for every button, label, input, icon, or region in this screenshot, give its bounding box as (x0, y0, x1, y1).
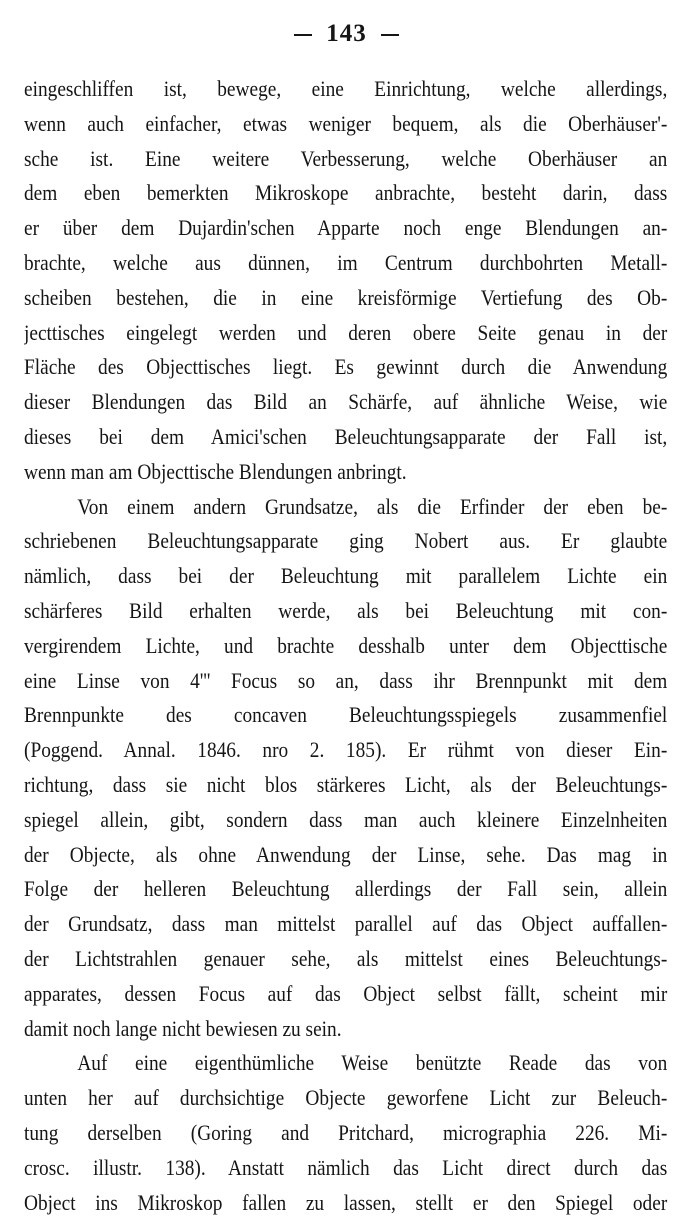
text-line: eine Linse von 4''' Focus so an, dass ihr Brennpunkt mit dem (24, 664, 667, 699)
text-line: schriebenen Beleuchtungsapparate ging Nobert aus. Er glaubte (24, 524, 667, 559)
text-line: damit noch lange nicht bewiesen zu sein. (24, 1012, 667, 1047)
text-line: crosc. illustr. 138). Anstatt nämlich das Licht direct durch das (24, 1151, 667, 1186)
text-line: jecttisches eingelegt werden und deren obere Seite genau in der (24, 316, 667, 351)
text-line: Auf eine eigenthümliche Weise benützte Reade das von (24, 1046, 667, 1081)
text-line: Brennpunkte des concaven Beleuchtungsspiegels zusammenfiel (24, 698, 667, 733)
text-line: Folge der helleren Beleuchtung allerdings der Fall sein, allein (24, 872, 667, 907)
text-line: eingeschliffen ist, bewege, eine Einrichtung, welche allerdings, (24, 72, 667, 107)
text-line: Fläche des Objecttisches liegt. Es gewinnt durch die Anwendung (24, 350, 667, 385)
text-line: nämlich, dass bei der Beleuchtung mit parallelem Lichte ein (24, 559, 667, 594)
text-line: brachte, welche aus dünnen, im Centrum durchbohrten Metall- (24, 246, 667, 281)
text-line: tung derselben (Goring and Pritchard, micrographia 226. Mi- (24, 1116, 667, 1151)
text-line: vergirendem Lichte, und brachte desshalb unter dem Objecttische (24, 629, 667, 664)
text-line: dieser Blendungen das Bild an Schärfe, auf ähnliche Weise, wie (24, 385, 667, 420)
text-line: Object ins Mikroskop fallen zu lassen, stellt er den Spiegel oder (24, 1186, 667, 1220)
page-number: 143 (326, 20, 367, 47)
text-line: der Lichtstrahlen genauer sehe, als mittelst eines Beleuchtungs- (24, 942, 667, 977)
header-dash-right (381, 34, 399, 36)
text-line: schärferes Bild erhalten werde, als bei Beleuchtung mit con- (24, 594, 667, 629)
text-line: er über dem Dujardin'schen Apparte noch enge Blendungen an- (24, 211, 667, 246)
text-line: apparates, dessen Focus auf das Object selbst fällt, scheint mir (24, 977, 667, 1012)
text-line: der Objecte, als ohne Anwendung der Linse, sehe. Das mag in (24, 838, 667, 873)
header-dash-left (294, 34, 312, 36)
text-line: wenn man am Objecttische Blendungen anbringt. (24, 455, 667, 490)
text-line: (Poggend. Annal. 1846. nro 2. 185). Er rühmt von dieser Ein- (24, 733, 667, 768)
text-line: dem eben bemerkten Mikroskope anbrachte, besteht darin, dass (24, 176, 667, 211)
text-line: spiegel allein, gibt, sondern dass man auch kleinere Einzelnheiten (24, 803, 667, 838)
text-line: scheiben bestehen, die in eine kreisförmige Vertiefung des Ob- (24, 281, 667, 316)
body-text (24, 72, 669, 1220)
text-line: unten her auf durchsichtige Objecte geworfene Licht zur Beleuch- (24, 1081, 667, 1116)
text-line: richtung, dass sie nicht blos stärkeres Licht, als der Beleuchtungs- (24, 768, 667, 803)
text-line: der Grundsatz, dass man mittelst parallel auf das Object auffallen- (24, 907, 667, 942)
text-line: dieses bei dem Amici'schen Beleuchtungsapparate der Fall ist, (24, 420, 667, 455)
page-header (24, 14, 669, 54)
text-line: sche ist. Eine weitere Verbesserung, welche Oberhäuser an (24, 142, 667, 177)
text-line: Von einem andern Grundsatze, als die Erfinder der eben be- (24, 490, 667, 525)
text-line: wenn auch einfacher, etwas weniger bequem, als die Oberhäuser'- (24, 107, 667, 142)
